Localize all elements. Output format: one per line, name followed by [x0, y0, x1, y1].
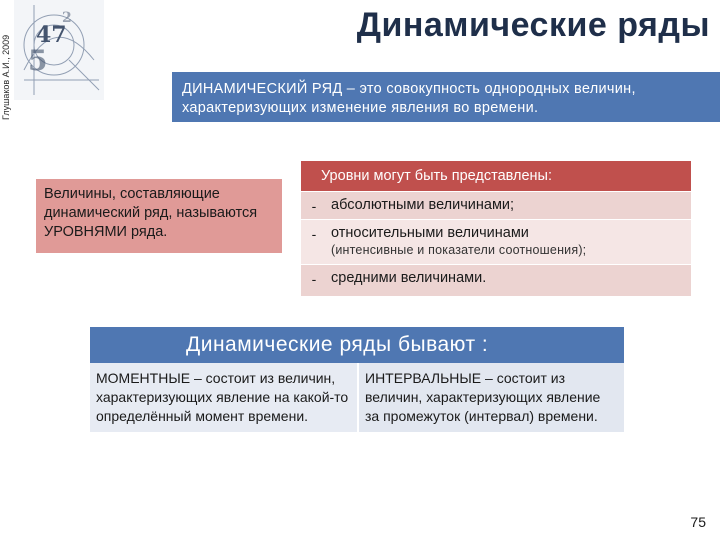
levels-table-row — [301, 191, 691, 219]
slide-title: Динамические ряды — [356, 6, 710, 44]
row-text — [327, 220, 691, 264]
levels-table-header: Уровни могут быть представлены: — [301, 161, 691, 191]
author-text: Глушаков А.И., 2009 — [1, 34, 11, 120]
row-main-text: абсолютными величинами; — [331, 197, 515, 213]
row-main-text: относительными величинами — [331, 225, 529, 241]
levels-table-row — [301, 219, 691, 264]
row-main-text: средними величинами. — [331, 270, 487, 286]
levels-table — [301, 161, 691, 296]
page-number: 75 — [690, 514, 706, 530]
svg-text:2: 2 — [62, 10, 72, 26]
interval-series-cell: ИНТЕРВАЛЬНЫЕ – состоит из величин, характеризующих явление за промежуток (интервал) времени. — [357, 363, 624, 432]
author-caption — [0, 0, 14, 120]
decorative-math-graphic — [14, 0, 104, 100]
row-text — [327, 265, 691, 296]
row-sub-text: (интенсивные и показатели соотношения); — [331, 243, 587, 257]
row-dash: - — [311, 198, 317, 214]
definition-box: ДИНАМИЧЕСКИЙ РЯД – это совокупность однородных величин, характеризующих изменение явления во времени. — [172, 72, 720, 122]
levels-note-box: Величины, составляющие динамический ряд, называются УРОВНЯМИ ряда. — [36, 179, 282, 253]
series-types-table — [90, 327, 624, 432]
row-text — [327, 192, 691, 219]
row-dash: - — [311, 271, 317, 287]
svg-text:5: 5 — [28, 44, 48, 77]
levels-table-row — [301, 264, 691, 296]
momentary-series-cell: МОМЕНТНЫЕ – состоит из величин, характеризующих явление на какой-то определённый момент времени. — [90, 363, 357, 432]
row-dash: - — [311, 226, 317, 242]
series-types-header: Динамические ряды бывают : — [90, 327, 624, 363]
series-types-row — [90, 363, 624, 432]
svg-text:47: 47 — [36, 22, 67, 48]
